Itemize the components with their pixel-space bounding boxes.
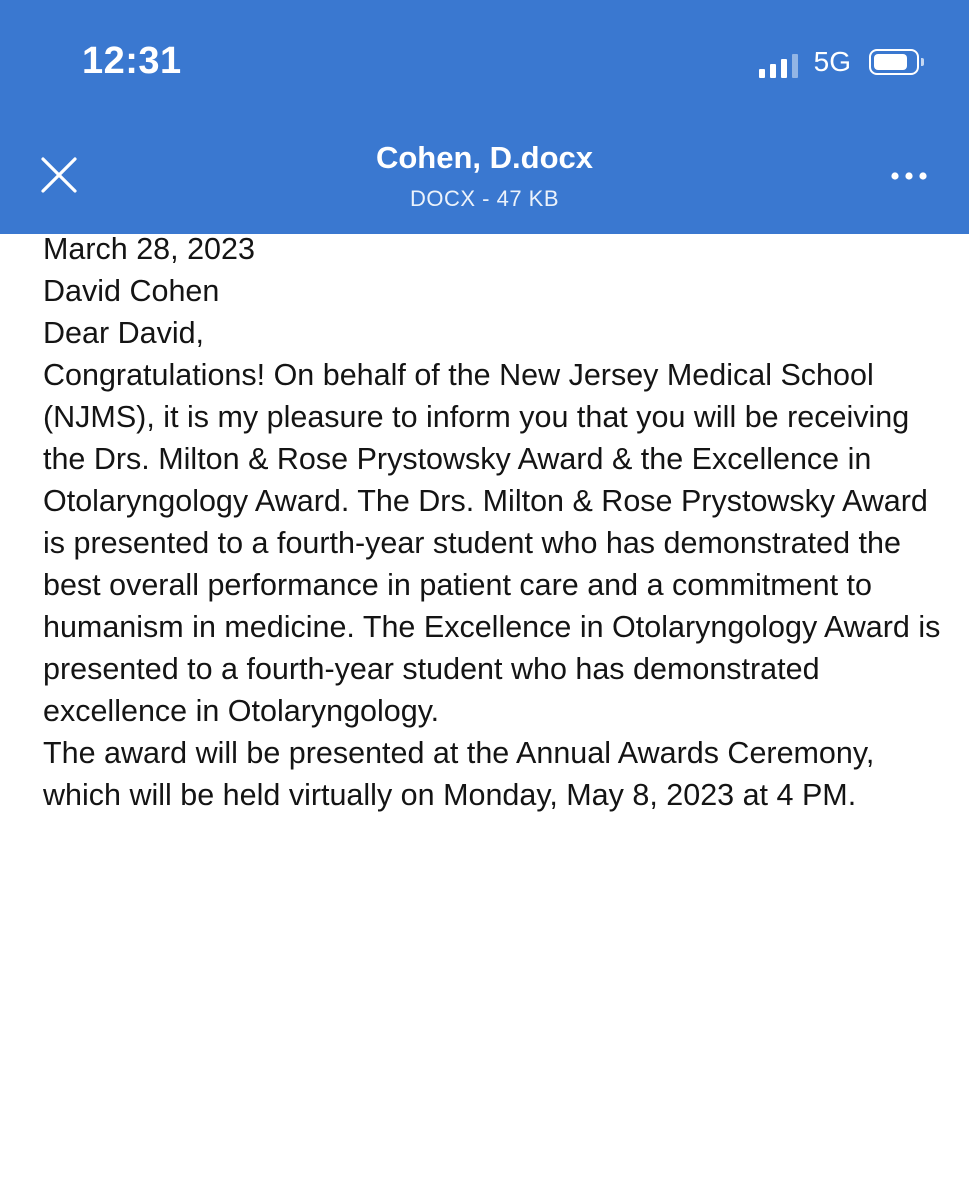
battery-icon bbox=[869, 49, 919, 75]
battery-cap bbox=[921, 58, 924, 66]
signal-bar bbox=[770, 64, 776, 78]
body-paragraph: Congratulations! On behalf of the New Jersey Medical School (NJMS), it is my pleasure to inform you that you will be receiving the Drs. Milton & Rose Prystowsky Award & the Excellence in Otolaryngology Award. The Drs. Milton & Rose Prystowsky Award is presented to a fourth-year student who has demonstrated the best overall performance in patient care and a commitment to humanism in medicine. The Excellence in Otolaryngology Award is presented to a fourth-year student who has demonstrated excellence in Otolaryngology. bbox=[43, 358, 941, 728]
file-info: DOCX - 47 KB bbox=[409, 186, 560, 211]
status-indicators bbox=[759, 42, 919, 82]
top-app-bar bbox=[0, 0, 969, 234]
document-title: Cohen, D.docx bbox=[375, 140, 593, 175]
close-icon[interactable] bbox=[36, 152, 82, 198]
document-header bbox=[200, 138, 769, 214]
cellular-signal-icon bbox=[759, 46, 798, 78]
signal-bar bbox=[792, 54, 798, 78]
more-options-icon[interactable] bbox=[889, 164, 929, 188]
letter-date: March 28, 2023 bbox=[43, 232, 255, 266]
network-type: 5G bbox=[813, 46, 851, 77]
recipient-name: David Cohen bbox=[43, 274, 220, 308]
status-time: 12:31 bbox=[82, 40, 182, 82]
signal-bar bbox=[781, 59, 787, 78]
document-content[interactable] bbox=[43, 228, 943, 816]
salutation: Dear David, bbox=[43, 316, 205, 350]
battery-level-fill bbox=[874, 54, 907, 70]
ceremony-paragraph: The award will be presented at the Annual Awards Ceremony, which will be held virtually on Monday, May 8, 2023 at 4 PM. bbox=[43, 736, 875, 812]
signal-bar bbox=[759, 69, 765, 78]
